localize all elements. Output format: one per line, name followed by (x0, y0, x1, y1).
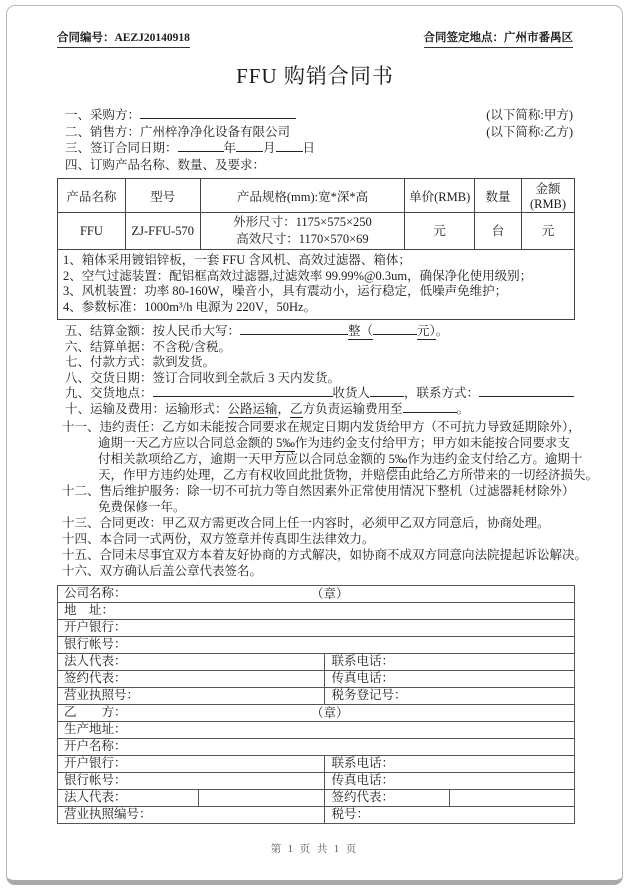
table-row (58, 704, 575, 721)
table-row: 开户银行： 联系电话： (58, 755, 575, 772)
clauses-low (57, 419, 599, 579)
table-row: 银行帐号： 传真电话： (58, 772, 575, 789)
party-a-note: (以下简称:甲方) (486, 108, 573, 122)
table-row: 生产地址： (58, 721, 575, 738)
cell-model: ZJ-FFU-570 (125, 213, 200, 250)
clauses-mid (57, 324, 573, 418)
cell-spec: 外形尺寸：1175×575×250 高效尺寸：1170×570×69 (200, 213, 405, 250)
clauses-top (57, 107, 573, 173)
blank-line (178, 141, 224, 152)
note-2: 2、空气过滤装置：配铝框高效过滤器,过滤效率 99.99%@0.3um，确保净化使用级别； (63, 268, 533, 283)
col-spec: 产品规格(mm):宽*深*高 (200, 179, 405, 213)
table-row: 地 址： (58, 602, 575, 619)
clause-16: 十六、双方确认后盖公章代表签名。 (62, 563, 263, 578)
col-product-name: 产品名称 (58, 179, 126, 213)
party-table (57, 585, 575, 824)
blank-line (153, 386, 333, 397)
table-row: 法人代表： 联系电话： (58, 653, 575, 670)
party-b-row: 乙 方： （章） (58, 704, 575, 721)
clause-12-line1: 十二、售后维护服务：除一切不可抗力等自然因素外正常使用情况下整机（过滤器耗材除外） (62, 483, 575, 498)
clause-9: 九、交货地点： 收货人 ，联系方式： (57, 386, 573, 402)
clause-2: 二、销售方：广州梓净净化设备有限公司 (以下简称:乙方) (65, 124, 573, 139)
clause-12-line2: 免费保修一年。 (98, 499, 186, 514)
note-4: 4、参数标准：1000m³/h 电源为 220V，50Hz。 (63, 299, 317, 314)
clause-7: 七、付款方式：款到发货。 (65, 355, 216, 370)
clause-6: 六、结算单据：不含税/含税。 (65, 339, 231, 354)
blank-line (373, 324, 417, 335)
blank-line (140, 108, 296, 119)
clause-8: 八、交货日期：签订合同收到全款后 3 天内发货。 (65, 370, 341, 385)
product-table (57, 178, 575, 320)
party-b-note: (以下简称:乙方) (486, 124, 573, 139)
document-page (6, 5, 623, 885)
clause-11-line2: 逾期一天乙方应以合同总金额的 5‰作为违约金支付给甲方；甲方如未能按合同要求支 (98, 435, 570, 450)
blank-line (403, 402, 457, 413)
clause-11-line4: 天，作甲方违约处理，乙方有权收回此批货物，并赔偿由此给乙方所带来的一切经济损失。 (98, 467, 599, 482)
contract-number: 合同编号：AEZJ20140918 (57, 29, 190, 48)
clause-15: 十五、合同未尽事宜双方本着友好协商的方式解决，如协商不成双方同意向法院提起诉讼解决。 (62, 547, 588, 562)
product-notes-row (58, 250, 575, 320)
blank-line (236, 141, 263, 152)
col-amount: 金额(RMB) (522, 179, 575, 213)
col-qty: 数量 (475, 179, 522, 213)
col-unit-price: 单价(RMB) (405, 179, 475, 213)
clause-3: 三、签订合同日期： 年 月 日 (65, 141, 316, 155)
company-name-row: 公司名称： （章） (58, 585, 575, 602)
transport-mode: 公路运输 (227, 401, 278, 416)
table-row: 签约代表： 传真电话： (58, 670, 575, 687)
product-table-header-row (58, 179, 575, 213)
clause-11-line1: 十一、违约责任：乙方如未能按合同要求在规定日期内发货给甲方（不可抗力导致延期除外）， (62, 419, 581, 434)
clause-1: 一、采购方： (以下简称:甲方) (65, 108, 573, 122)
clause-4: 四、订购产品名称、数量、及要求： (65, 157, 266, 172)
penalty-rate: 5‰ (276, 435, 295, 450)
table-row: 营业执照号： 税务登记号： (58, 687, 575, 704)
doc-title: FFU 购销合同书 (236, 64, 394, 88)
product-row (58, 213, 575, 250)
table-row: 法人代表： 签约代表： (58, 789, 575, 806)
clause-14: 十四、本合同一式两份，双方签章并传真即生法律效力。 (62, 531, 375, 546)
footer-page-number: 第 1 页 共 1 页 (270, 844, 359, 855)
blank-line (276, 141, 303, 152)
cell-unit-price: 元 (405, 213, 475, 250)
table-row: 银行帐号： (58, 636, 575, 653)
seal-mark: （章） (311, 705, 349, 720)
seal-mark: （章） (311, 586, 349, 601)
blank-line (479, 386, 574, 397)
product-notes (58, 250, 575, 320)
blank-line (240, 324, 348, 335)
clause-11-line3: 付相关款项给乙方，逾期一天甲方应以合同总金额的 5‰作为违约金支付给乙方。逾期十 (98, 451, 583, 466)
clause-13: 十三、合同更改：甲乙双方需更改合同上任一内容时，必须甲乙双方同意后，协商处理。 (62, 515, 550, 530)
page-header (57, 29, 573, 48)
note-3: 3、风机装置：功率 80-160W，噪音小，具有震动小，运行稳定，低噪声免维护； (63, 284, 508, 298)
table-row: 开户银行： (58, 619, 575, 636)
cell-amount: 元 (522, 213, 575, 250)
sign-place: 合同签定地点：广州市番禺区 (424, 29, 574, 48)
blank-line (370, 386, 404, 397)
clause-5: 五、结算金额：按人民币大写： 整（ 元）。 (65, 324, 449, 338)
note-1: 1、箱体采用镀铝锌板，一套 FFU 含风机、高效过滤器、箱体； (63, 253, 411, 267)
table-row: 开户名称： (58, 738, 575, 755)
cell-product-name: FFU (58, 213, 126, 250)
table-row: 营业执照编号： 税号： (58, 806, 575, 823)
penalty-rate: 5‰ (388, 451, 408, 466)
table-row (58, 585, 575, 602)
col-model: 型号 (125, 179, 200, 213)
clause-10: 十、运输及费用：运输形式：公路运输，乙方负责运输费用至 。 (65, 401, 470, 416)
cell-qty: 台 (475, 213, 522, 250)
